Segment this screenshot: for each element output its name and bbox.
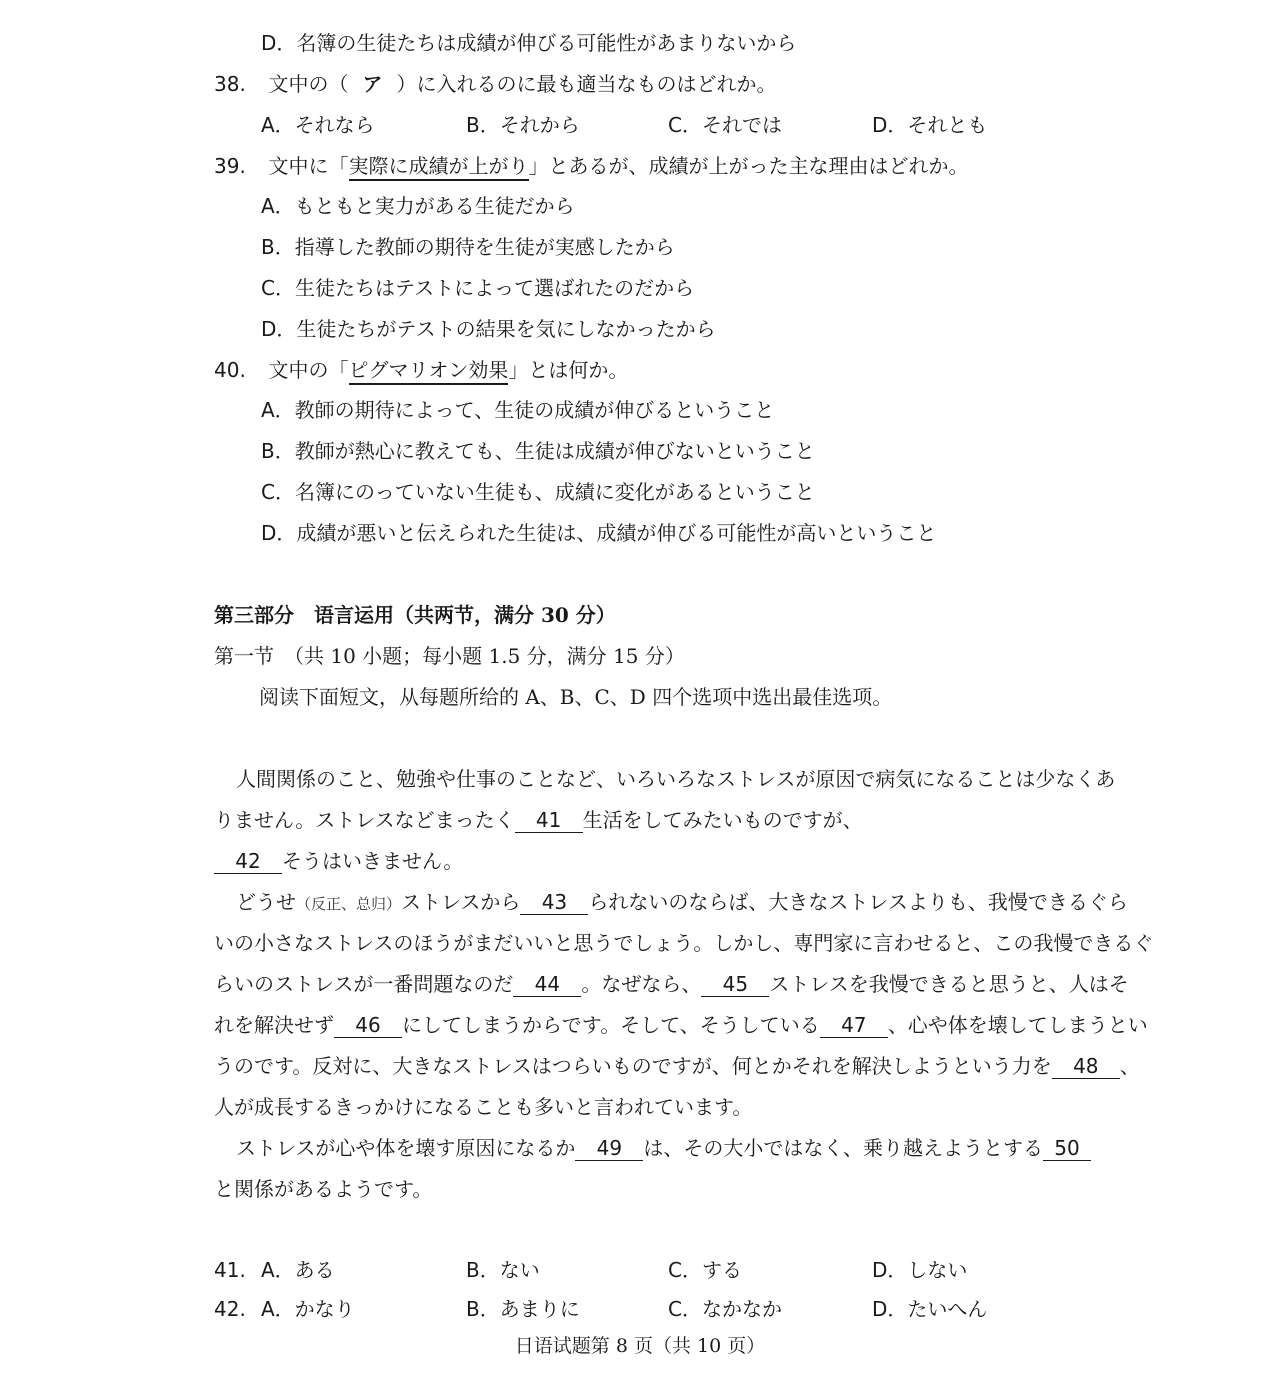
page-footer: 日语试题第 8 页（共 10 页） — [514, 1335, 766, 1357]
passage-line: ストレスが心や体を壊す原因になるか 49 は、その大小ではなく、乗り越えようとする 50 — [236, 1133, 1091, 1163]
question-number: 41. — [214, 1258, 246, 1282]
q38-option-c: C．それでは — [668, 113, 782, 137]
blank-48: 48 — [1052, 1054, 1120, 1079]
passage-line: りません。ストレスなどまったく 41 生活をしてみたいものですが、 — [214, 808, 863, 832]
question-number: 39. — [214, 154, 246, 178]
q40-stem: 40. 文中の「ピグマリオン効果」とは何か。 — [214, 355, 628, 385]
q39-option-b: B．指導した教師の期待を生徒が実感したから — [261, 235, 675, 259]
q39-option-c: C．生徒たちはテストによって選ばれたのだから — [261, 276, 695, 300]
passage-line: らいのストレスが一番問題なのだ 44 。なぜなら、 45 ストレスを我慢できると思うと、人はそ — [214, 972, 1129, 996]
gloss: （反正、总归） — [296, 895, 402, 913]
q40-option-d: D．成績が悪いと伝えられた生徒は、成績が伸びる可能性が高いということ — [261, 521, 937, 545]
q41-option-c: C．する — [668, 1258, 742, 1282]
q42-option-c: C．なかなか — [668, 1297, 782, 1321]
blank-41: 41 — [515, 808, 583, 833]
passage-line: うのです。反対に、大きなストレスはつらいものですが、何とかそれを解決しようという力を 48 、 — [214, 1054, 1140, 1078]
q41-option-a: A．ある — [261, 1258, 335, 1282]
underlined-phrase: 実際に成績が上がり — [349, 154, 529, 181]
section-title: 第三部分 语言运用（共两节，满分 30 分） — [214, 603, 616, 627]
question-number: 42. — [214, 1297, 246, 1321]
blank-47: 47 — [820, 1013, 888, 1038]
q38-option-b: B．それから — [466, 113, 580, 137]
underlined-phrase: ピグマリオン効果 — [349, 358, 509, 385]
q41-option-d: D．しない — [872, 1258, 968, 1282]
instruction: 阅读下面短文，从每题所给的 A、B、C、D 四个选项中选出最佳选项。 — [259, 685, 893, 709]
passage-line: どうせ（反正、总归）ストレスから 43 られないのならば、大きなストレスよりも、我慢できるぐら — [236, 890, 1128, 914]
q42-option-b: B．あまりに — [466, 1297, 580, 1321]
q42-option-d: D．たいへん — [872, 1297, 988, 1321]
q38-option-d: D．それとも — [872, 113, 988, 137]
passage-line: 人が成長するきっかけになることも多いと言われています。 — [214, 1095, 753, 1119]
blank-42: 42 — [214, 849, 282, 874]
passage-line: 人間関係のこと、勉強や仕事のことなど、いろいろなストレスが原因で病気になることは少なくあ — [236, 767, 1116, 791]
passage-line: 42 そうはいきません。 — [214, 846, 463, 876]
q42-option-a: A．かなり — [261, 1297, 355, 1321]
q39-option-a: A．もともと実力がある生徒だから — [261, 194, 575, 218]
q41-option-b: B．ない — [466, 1258, 540, 1282]
blank-50: 50 — [1043, 1136, 1091, 1161]
blank-49: 49 — [575, 1136, 643, 1161]
passage-line: いの小さなストレスのほうがまだいいと思うでしょう。しかし、専門家に言わせると、この我慢できるぐ — [214, 931, 1154, 955]
blank-43: 43 — [520, 890, 588, 915]
q39-stem: 39. 文中に「実際に成績が上がり」とあるが、成績が上がった主な理由はどれか。 — [214, 151, 969, 181]
passage-line: と関係があるようです。 — [214, 1177, 433, 1201]
blank-mark: ア — [362, 72, 383, 96]
q40-option-c: C．名簿にのっていない生徒も、成績に変化があるということ — [261, 480, 815, 504]
blank-45: 45 — [701, 972, 769, 997]
question-number: 38. — [214, 72, 246, 96]
q38-stem: 38. 文中の（ ア ）に入れるのに最も適当なものはどれか。 — [214, 72, 777, 96]
subsection-title: 第一节 （共 10 小题；每小题 1.5 分，满分 15 分） — [214, 644, 685, 668]
q38-option-a: A．それなら — [261, 113, 375, 137]
q40-option-a: A．教師の期待によって、生徒の成績が伸びるということ — [261, 398, 775, 422]
passage-line: れを解決せず 46 にしてしまうからです。そして、そうしている 47 、心や体を壊してしまうとい — [214, 1013, 1148, 1037]
question-number: 40. — [214, 358, 246, 382]
q40-option-b: B．教師が熱心に教えても、生徒は成績が伸びないということ — [261, 439, 815, 463]
q37-option-d: D．名簿の生徒たちは成績が伸びる可能性があまりないから — [261, 31, 797, 55]
blank-44: 44 — [513, 972, 581, 997]
q39-option-d: D．生徒たちがテストの結果を気にしなかったから — [261, 317, 716, 341]
blank-46: 46 — [334, 1013, 402, 1038]
